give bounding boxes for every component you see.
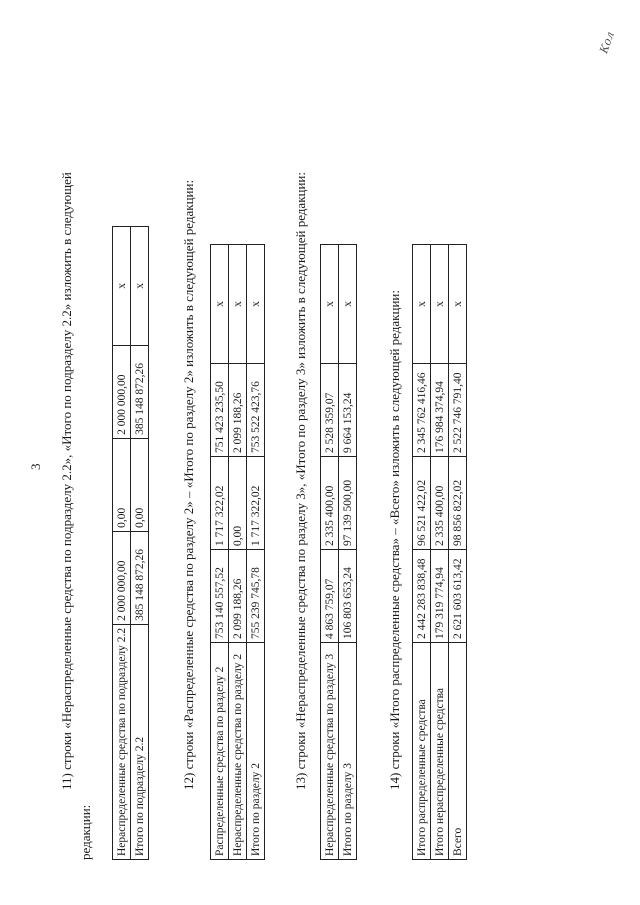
table-row (229, 245, 247, 860)
amount-cell: 2 335 400,00 (321, 457, 339, 550)
section-14-table (412, 244, 467, 860)
section-12-intro: 12) строки «Распределенные средства по разделу 2» – «Итого по разделу 2» изложить в следующей редакции: (181, 179, 196, 790)
amount-cell: 751 423 235,50 (211, 364, 229, 457)
x-mark-cell: x (431, 245, 449, 364)
amount-cell: 0,00 (229, 457, 247, 550)
row-label-cell: Итого распределенные средства (413, 643, 431, 860)
amount-cell: 2 099 188,26 (229, 550, 247, 643)
table-row (431, 245, 449, 860)
section-11-table (112, 226, 149, 860)
x-mark-cell: x (247, 245, 265, 364)
table-row (131, 226, 149, 859)
page-number: 3 (28, 463, 43, 470)
amount-cell: 385 148 872,26 (131, 345, 149, 438)
table-row (113, 226, 131, 859)
amount-cell: 2 621 603 613,42 (449, 550, 467, 643)
x-mark-cell: x (449, 245, 467, 364)
x-mark-cell: x (229, 245, 247, 364)
table-row (321, 245, 339, 860)
x-mark-cell: x (131, 226, 149, 345)
row-label-cell: Итого нераспределенные средства (431, 643, 449, 860)
table-row (339, 245, 357, 860)
table-row (449, 245, 467, 860)
row-label-cell: Итого по подразделу 2.2 (131, 624, 149, 859)
section-12-table (210, 244, 265, 860)
table-row (247, 245, 265, 860)
amount-cell: 2 000 000,00 (113, 345, 131, 438)
section-14-intro: 14) строки «Итого распределенные средства» – «Всего» изложить в следующей редакции: (387, 290, 402, 790)
row-label-cell: Нераспределенные средства по разделу 3 (321, 643, 339, 860)
amount-cell: 97 139 500,00 (339, 457, 357, 550)
section-13-intro: 13) строки «Нераспределенные средства по разделу 3», «Итого по разделу 3» изложить в следующей редакции: (293, 172, 308, 790)
amount-cell: 385 148 872,26 (131, 531, 149, 624)
row-label-cell: Нераспределенные средства по подразделу 2.2 (113, 624, 131, 859)
amount-cell: 2 528 359,07 (321, 364, 339, 457)
handwritten-signature: Кол (597, 29, 617, 56)
amount-cell: 2 442 283 838,48 (413, 550, 431, 643)
amount-cell: 0,00 (131, 438, 149, 531)
amount-cell: 755 239 745,78 (247, 550, 265, 643)
section-13-table (320, 244, 357, 860)
amount-cell: 4 863 759,07 (321, 550, 339, 643)
amount-cell: 2 522 746 791,40 (449, 364, 467, 457)
section-11-intro: 11) строки «Нераспределенные средства по подразделу 2.2», «Итого по подразделу 2.2» изложить в следующей (59, 172, 74, 790)
amount-cell: 2 099 188,26 (229, 364, 247, 457)
amount-cell: 753 522 423,76 (247, 364, 265, 457)
amount-cell: 96 521 422,02 (413, 457, 431, 550)
row-label-cell: Итого по разделу 3 (339, 643, 357, 860)
row-label-cell: Всего (449, 643, 467, 860)
amount-cell: 106 803 653,24 (339, 550, 357, 643)
amount-cell: 179 319 774,94 (431, 550, 449, 643)
x-mark-cell: x (113, 226, 131, 345)
x-mark-cell: x (413, 245, 431, 364)
amount-cell: 9 664 153,24 (339, 364, 357, 457)
row-label-cell: Распределенные средства по разделу 2 (211, 643, 229, 860)
x-mark-cell: x (211, 245, 229, 364)
table-row (413, 245, 431, 860)
row-label-cell: Итого по разделу 2 (247, 643, 265, 860)
table-row (211, 245, 229, 860)
x-mark-cell: x (339, 245, 357, 364)
section-11-intro-cont: редакции: (78, 804, 93, 860)
amount-cell: 98 856 822,02 (449, 457, 467, 550)
amount-cell: 1 717 322,02 (247, 457, 265, 550)
amount-cell: 0,00 (113, 438, 131, 531)
amount-cell: 176 984 374,94 (431, 364, 449, 457)
amount-cell: 1 717 322,02 (211, 457, 229, 550)
row-label-cell: Нераспределенные средства по разделу 2 (229, 643, 247, 860)
rotated-content (28, 40, 610, 860)
amount-cell: 2 345 762 416,46 (413, 364, 431, 457)
amount-cell: 753 140 557,52 (211, 550, 229, 643)
amount-cell: 2 335 400,00 (431, 457, 449, 550)
amount-cell: 2 000 000,00 (113, 531, 131, 624)
x-mark-cell: x (321, 245, 339, 364)
